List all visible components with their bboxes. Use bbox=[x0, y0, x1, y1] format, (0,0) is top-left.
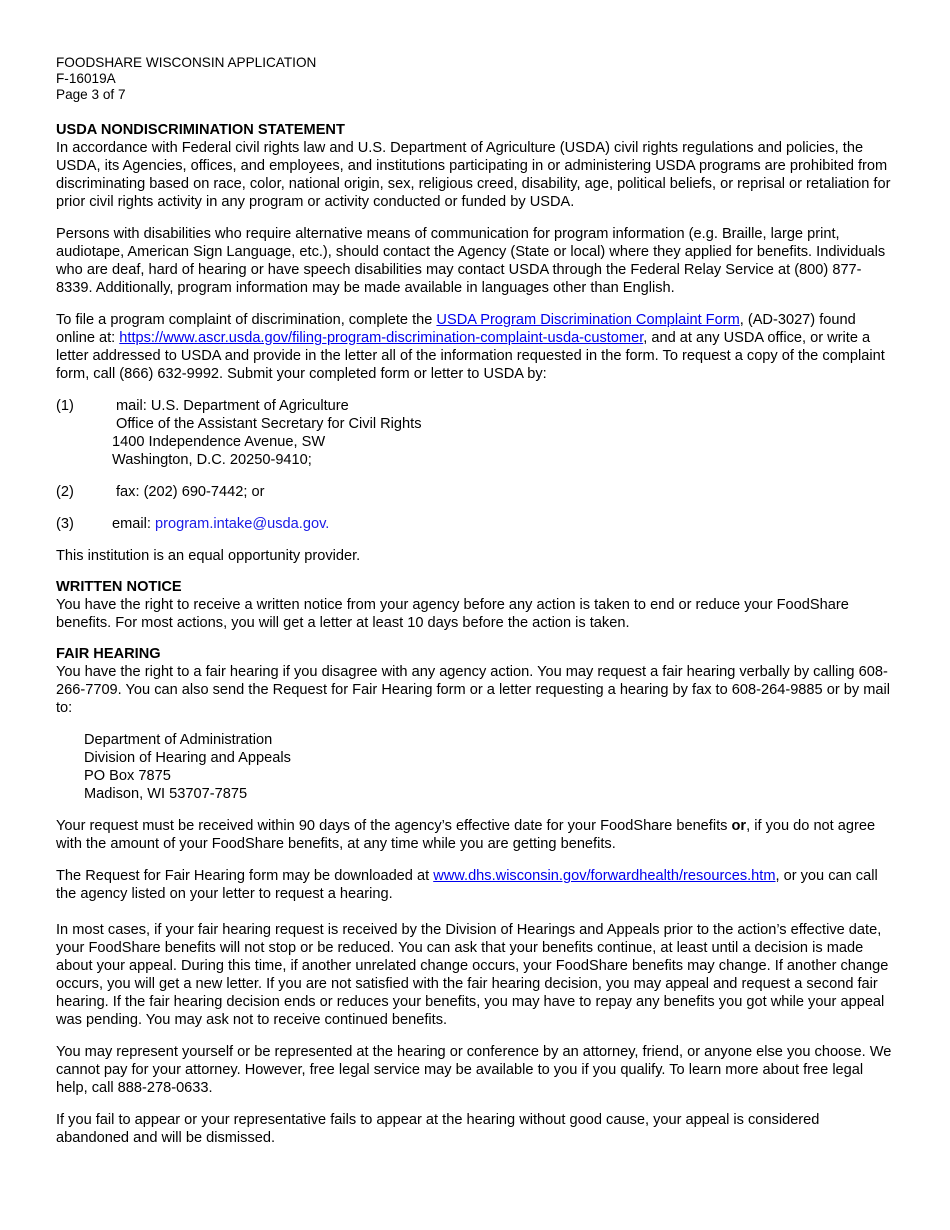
submission-methods bbox=[56, 397, 896, 533]
address-line-3: PO Box 7875 bbox=[84, 768, 171, 784]
fair-hearing-paragraph-3 bbox=[56, 867, 896, 903]
fair-hearing-paragraph-5: You may represent yourself or be represented at the hearing or conference by an attorney, friend, or anyone else you choose. We cannot pay for your attorney. However, free legal service may be available to you if you qualify. To learn more about free legal help, call 888-278-0633. bbox=[56, 1044, 892, 1096]
document-header bbox=[56, 55, 896, 103]
nondiscrimination-paragraph-3 bbox=[56, 311, 896, 383]
method-number: (3) bbox=[56, 516, 74, 532]
resources-link[interactable]: www.dhs.wisconsin.gov/forwardhealth/resources.htm bbox=[433, 868, 776, 884]
download-text-b: , or you can call the agency listed on your letter to request a hearing. bbox=[56, 868, 878, 902]
deadline-text-a: Your request must be received within 90 days of the agency’s effective date for your FoodShare benefits bbox=[56, 818, 732, 834]
complaint-text-c: , and at any USDA office, or write a letter addressed to USDA and provide in the letter all of the information requested in the form. To request a copy of the complaint form, call (866) 632-9992. Submit your completed form or letter to USDA by: bbox=[56, 330, 885, 382]
fair-hearing-heading: FAIR HEARING bbox=[56, 646, 161, 662]
form-title: FOODSHARE WISCONSIN APPLICATION bbox=[56, 55, 317, 70]
mail-line-2: Office of the Assistant Secretary for Civil Rights bbox=[116, 416, 422, 432]
hearing-mail-address bbox=[56, 731, 896, 803]
method-mail bbox=[56, 397, 896, 469]
method-number: (1) bbox=[56, 398, 74, 414]
mail-address-block bbox=[56, 397, 896, 469]
deadline-text-b: , if you do not agree with the amount of your FoodShare benefits, at any time while you are getting benefits. bbox=[56, 818, 876, 852]
complaint-url-link[interactable]: https://www.ascr.usda.gov/filing-program-discrimination-complaint-usda-customer bbox=[119, 330, 644, 346]
fax-text: fax: (202) 690-7442; or bbox=[116, 484, 265, 500]
complaint-form-link[interactable]: USDA Program Discrimination Complaint Form bbox=[436, 312, 740, 328]
email-label: email: bbox=[112, 516, 155, 532]
written-notice-text: You have the right to receive a written notice from your agency before any action is taken to end or reduce your FoodShare benefits. For most actions, you will get a letter at least 10 days before the action is taken. bbox=[56, 597, 849, 631]
nondiscrimination-heading: USDA NONDISCRIMINATION STATEMENT bbox=[56, 122, 345, 138]
deadline-bold-or: or bbox=[731, 818, 747, 834]
fair-hearing-paragraph-6: If you fail to appear or your representative fails to appear at the hearing without good cause, your appeal is considered abandoned and will be dismissed. bbox=[56, 1112, 820, 1146]
written-notice-heading: WRITTEN NOTICE bbox=[56, 579, 182, 595]
email-line bbox=[56, 515, 896, 533]
address-line-1: Department of Administration bbox=[84, 732, 273, 748]
mail-line-4: Washington, D.C. 20250-9410; bbox=[112, 452, 312, 468]
form-number: F-16019A bbox=[56, 71, 116, 86]
fair-hearing-paragraph-1: You have the right to a fair hearing if you disagree with any agency action. You may request a fair hearing verbally by calling 608-266-7709. You can also send the Request for Fair Hearing form or a letter requesting a hearing by fax to 608-264-9885 or by mail to: bbox=[56, 664, 890, 716]
fair-hearing-paragraph-4: In most cases, if your fair hearing request is received by the Division of Hearings and Appeals prior to the action’s effective date, your FoodShare benefits will not stop or be reduced. You can ask that your benefits continue, at least until a decision is made about your appeal. During this time, if another unrelated change occurs, your FoodShare benefits may change. If another change occurs, you will get a new letter. If you are not satisfied with the fair hearing decision, you may appeal and request a second fair hearing. If the fair hearing decision ends or reduces your benefits, you may have to repay any benefits you got while your appeal was pending. You may ask not to receive continued benefits. bbox=[56, 922, 889, 1028]
method-email bbox=[56, 515, 896, 533]
page-number: Page 3 of 7 bbox=[56, 87, 126, 102]
mail-line-1: mail: U.S. Department of Agriculture bbox=[116, 398, 349, 414]
equal-opportunity-statement: This institution is an equal opportunity provider. bbox=[56, 548, 361, 564]
nondiscrimination-paragraph-1: In accordance with Federal civil rights law and U.S. Department of Agriculture (USDA) civil rights regulations and policies, the USDA, its Agencies, offices, and employees, and institutions participating in or administering USDA programs are prohibited from discriminating based on race, color, national origin, sex, religious creed, disability, age, political beliefs, or reprisal or retaliation for prior civil rights activity in any program or activity conducted or funded by USDA. bbox=[56, 140, 891, 210]
complaint-text-b: , (AD-3027) found online at: bbox=[56, 312, 856, 346]
fair-hearing-paragraph-2 bbox=[56, 817, 896, 853]
download-text-a: The Request for Fair Hearing form may be downloaded at bbox=[56, 868, 434, 884]
address-line-2: Division of Hearing and Appeals bbox=[84, 750, 291, 766]
document-page bbox=[56, 55, 896, 1147]
method-number: (2) bbox=[56, 484, 74, 500]
address-line-4: Madison, WI 53707-7875 bbox=[84, 786, 248, 802]
mail-line-3: 1400 Independence Avenue, SW bbox=[112, 434, 326, 450]
method-fax bbox=[56, 483, 896, 501]
email-link[interactable]: program.intake@usda.gov. bbox=[154, 516, 330, 532]
complaint-text-a: To file a program complaint of discrimination, complete the bbox=[56, 312, 437, 328]
nondiscrimination-paragraph-2: Persons with disabilities who require alternative means of communication for program information (e.g. Braille, large print, audiotape, American Sign Language, etc.), should contact the Agency (State or local) where they applied for benefits. Individuals who are deaf, hard of hearing or have speech disabilities may contact USDA through the Federal Relay Service at (800) 877-8339. Additionally, program information may be made available in languages other than English. bbox=[56, 226, 886, 296]
